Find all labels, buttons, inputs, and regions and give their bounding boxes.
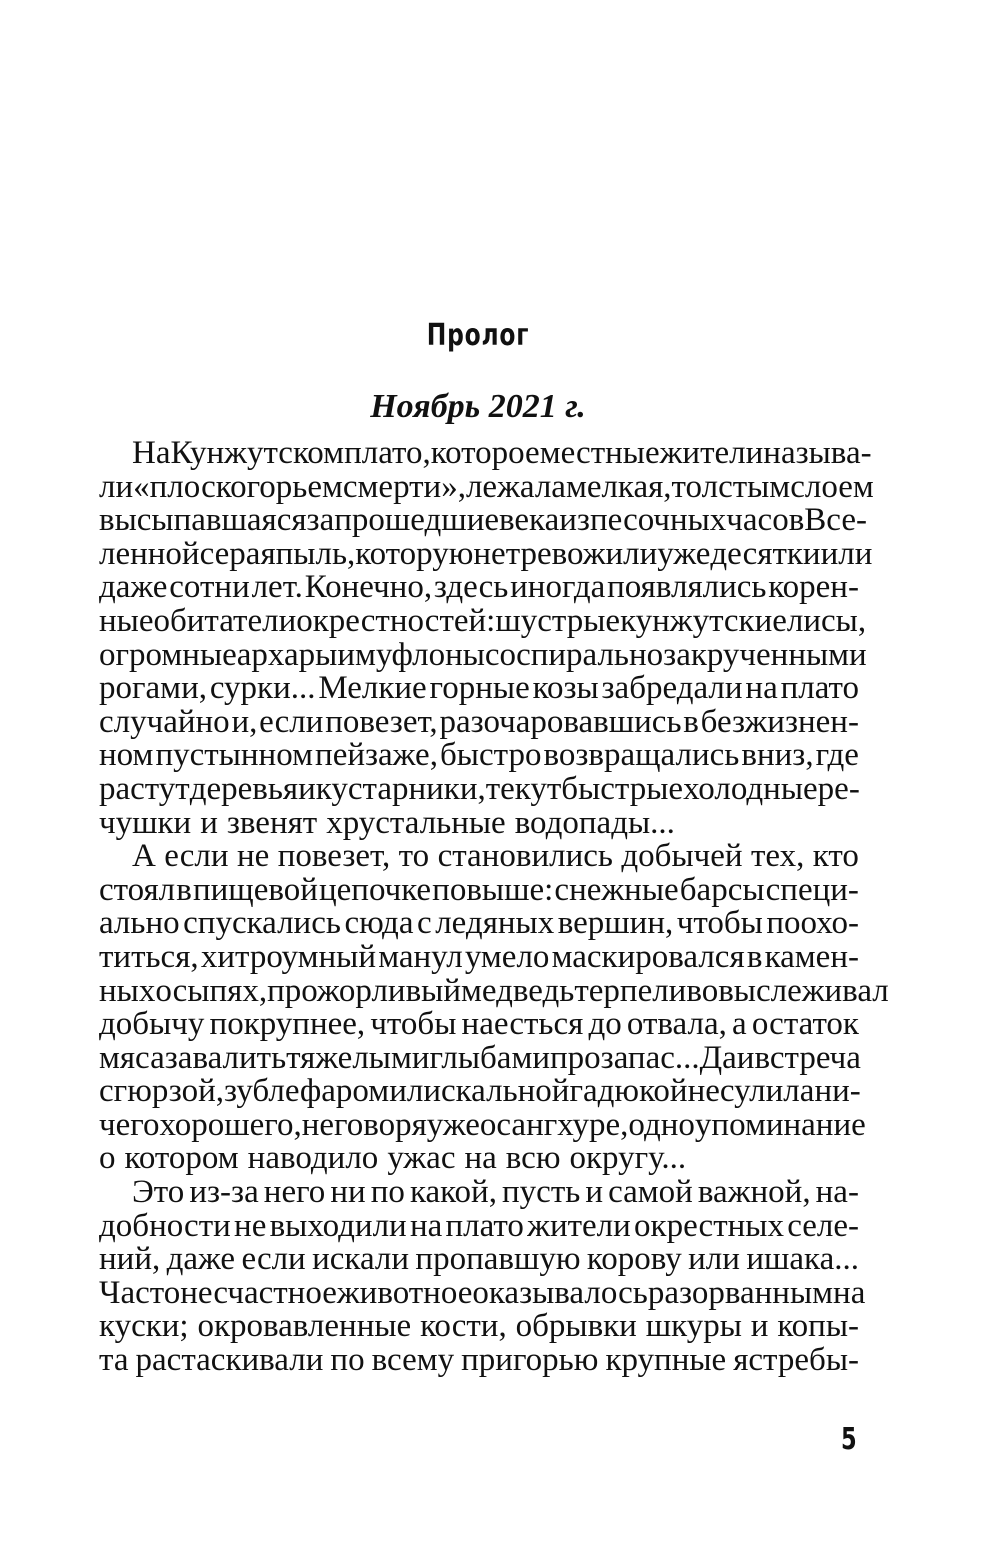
text-line: та растаскивали по всему пригорью крупные ястребы-: [99, 1342, 859, 1379]
text-line: добности не выходили на плато жители окрестных селе-: [99, 1207, 859, 1244]
text-line: ний, даже если искали пропавшую корову или ишака...: [99, 1241, 859, 1278]
text-line: ально спускались сюда с ледяных вершин, чтобы поохо-: [99, 905, 859, 942]
text-line: о котором наводило ужас на всю округу...: [99, 1140, 687, 1177]
text-line: ленной серая пыль, которую не тревожили уже десятки или: [99, 535, 873, 572]
body-text: [99, 435, 889, 1379]
page-number: 5: [841, 1422, 857, 1457]
text-line: огромные архары и муфлоны со спирально закрученными: [99, 636, 867, 673]
text-line: ном пустынном пейзаже, быстро возвращались вниз, где: [99, 737, 859, 774]
text-line: случайно и, если повезет, разочаровавшись в безжизнен-: [99, 703, 859, 740]
text-line: ные обитатели окрестностей: шустрые кунжутские лисы,: [99, 602, 867, 639]
chapter-title: Пролог: [426, 318, 530, 353]
text-line: даже сотни лет. Конечно, здесь иногда появлялись корен-: [99, 569, 859, 606]
text-line: рогами, сурки... Мелкие горные козы забредали на плато: [99, 670, 859, 707]
date-heading: Ноябрь 2021 г.: [370, 388, 586, 425]
text-line: титься, хитроумный манул умело маскировался в камен-: [99, 938, 859, 975]
text-line: стоял в пищевой цепочке повыше: снежные барсы специ-: [99, 871, 859, 908]
text-line: ли «плоскогорьем смерти», лежала мелкая, толстым слоем: [99, 468, 874, 505]
text-line: высыпавшаяся за прошедшие века из песочных часов Все-: [99, 502, 867, 539]
text-line: добычу покрупнее, чтобы наесться до отвала, а остаток: [99, 1006, 859, 1043]
text-line: На Кунжутском плато, которое местные жители называ-: [132, 435, 872, 471]
text-line: мяса завалить тяжелыми глыбами про запас... Да и встреча: [99, 1039, 861, 1076]
text-line: чего хорошего, не говоря уже о сангхуре, одно упоминание: [99, 1106, 866, 1143]
text-line: ных осыпях, прожорливый медведь терпеливо выслеживал: [99, 972, 889, 1009]
text-line: А если не повезет, то становились добычей тех, кто: [132, 838, 859, 875]
text-line: чушки и звенят хрустальные водопады...: [99, 804, 675, 841]
text-line: куски; окровавленные кости, обрывки шкуры и копы-: [99, 1308, 859, 1345]
text-line: растут деревья и кустарники, текут быстрые холодные ре-: [99, 770, 860, 807]
text-line: Это из-за него ни по какой, пусть и самой важной, на-: [132, 1174, 859, 1211]
text-line: Часто несчастное животное оказывалось разорванным на: [99, 1274, 866, 1311]
text-line: с гюрзой, зублефаром или скальной гадюкой не сулила ни-: [99, 1073, 861, 1110]
